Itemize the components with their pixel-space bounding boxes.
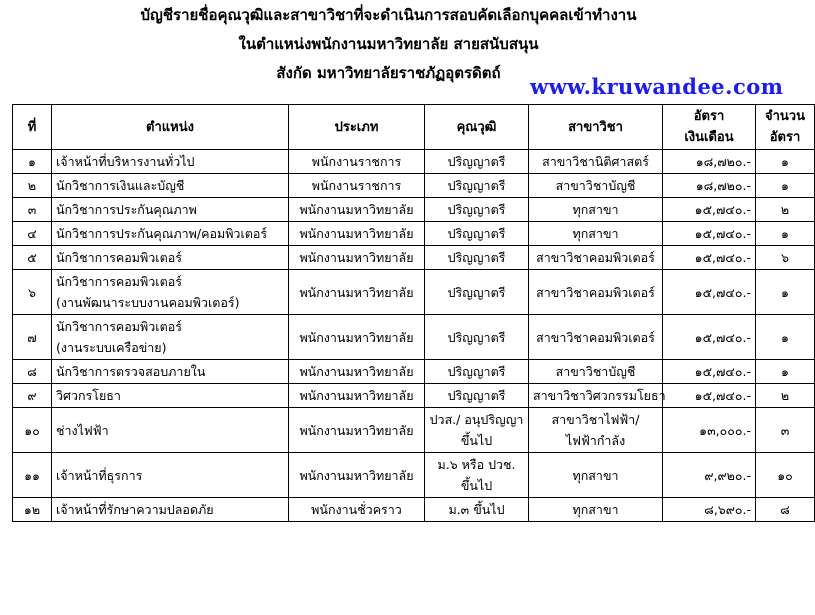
cell-qualification: ปริญญาตรี <box>425 246 529 270</box>
cell-qualification-line-1: ม.๖ หรือ ปวช. <box>437 457 516 472</box>
cell-qualification: ปริญญาตรี <box>425 174 529 198</box>
cell-position: นักวิชาการประกันคุณภาพ/คอมพิวเตอร์ <box>52 222 289 246</box>
cell-qualification: ปริญญาตรี <box>425 315 529 360</box>
cell-no: ๑ <box>13 150 52 174</box>
cell-salary: ๑๓,๐๐๐.- <box>663 408 756 453</box>
cell-count: ๖ <box>756 246 815 270</box>
cell-position-line-2: (งานระบบเครือข่าย) <box>56 340 167 355</box>
cell-major-line-1: สาขาวิชาไฟฟ้า/ <box>551 412 640 427</box>
cell-position: เจ้าหน้าที่ธุรการ <box>52 453 289 498</box>
cell-salary: ๑๕,๗๔๐.- <box>663 384 756 408</box>
cell-salary: ๑๕,๗๔๐.- <box>663 270 756 315</box>
cell-salary: ๑๘,๗๒๐.- <box>663 150 756 174</box>
header-salary-line-2: เงินเดือน <box>684 130 734 145</box>
cell-position-line-1: นักวิชาการคอมพิวเตอร์ <box>56 274 182 289</box>
cell-count: ๑๐ <box>756 453 815 498</box>
cell-no: ๕ <box>13 246 52 270</box>
cell-salary: ๙,๙๒๐.- <box>663 453 756 498</box>
cell-type: พนักงานมหาวิทยาลัย <box>289 408 425 453</box>
cell-major: สาขาวิชาบัญชี <box>529 360 663 384</box>
cell-qualification: ปริญญาตรี <box>425 360 529 384</box>
cell-type: พนักงานมหาวิทยาลัย <box>289 315 425 360</box>
doc-title-line-1: บัญชีรายชื่อคุณวุฒิและสาขาวิชาที่จะดำเนินการสอบคัดเลือกบุคคลเข้าทำงาน <box>140 6 637 24</box>
cell-count: ๓ <box>756 408 815 453</box>
header-type: ประเภท <box>289 105 425 150</box>
website-watermark: www.kruwandee.com <box>530 74 784 99</box>
cell-type: พนักงานมหาวิทยาลัย <box>289 198 425 222</box>
cell-qualification: ปริญญาตรี <box>425 270 529 315</box>
cell-type: พนักงานมหาวิทยาลัย <box>289 222 425 246</box>
table-row <box>13 150 815 174</box>
cell-salary: ๑๕,๗๔๐.- <box>663 222 756 246</box>
cell-major <box>529 408 663 453</box>
cell-major: สาขาวิชาวิศวกรรมโยธา <box>529 384 663 408</box>
cell-no: ๘ <box>13 360 52 384</box>
cell-count: ๑ <box>756 222 815 246</box>
doc-title-line-3: สังกัด มหาวิทยาลัยราชภัฏอุตรดิตถ์ <box>276 64 501 82</box>
cell-major: ทุกสาขา <box>529 222 663 246</box>
cell-count: ๑ <box>756 174 815 198</box>
cell-salary: ๑๕,๗๔๐.- <box>663 246 756 270</box>
doc-title-line-2: ในตำแหน่งพนักงานมหาวิทยาลัย สายสนับสนุน <box>238 35 539 53</box>
table-row <box>13 408 815 453</box>
cell-no: ๑๐ <box>13 408 52 453</box>
cell-type: พนักงานราชการ <box>289 174 425 198</box>
cell-type: พนักงานชั่วคราว <box>289 498 425 522</box>
table-row <box>13 270 815 315</box>
cell-major-line-2: ไฟฟ้ากำลัง <box>565 433 626 448</box>
cell-major: ทุกสาขา <box>529 453 663 498</box>
cell-count: ๒ <box>756 384 815 408</box>
cell-position <box>52 315 289 360</box>
cell-salary: ๑๕,๗๔๐.- <box>663 315 756 360</box>
cell-position-line-2: (งานพัฒนาระบบงานคอมพิวเตอร์) <box>56 295 240 310</box>
cell-count: ๑ <box>756 270 815 315</box>
cell-no: ๑๑ <box>13 453 52 498</box>
cell-major: สาขาวิชาคอมพิวเตอร์ <box>529 270 663 315</box>
header-count <box>756 105 815 150</box>
cell-major: ทุกสาขา <box>529 198 663 222</box>
cell-type: พนักงานราชการ <box>289 150 425 174</box>
header-qualification: คุณวุฒิ <box>425 105 529 150</box>
table-row <box>13 198 815 222</box>
cell-no: ๓ <box>13 198 52 222</box>
cell-position: ช่างไฟฟ้า <box>52 408 289 453</box>
cell-qualification: ปริญญาตรี <box>425 222 529 246</box>
cell-qualification: ม.๓ ขึ้นไป <box>425 498 529 522</box>
header-salary-line-1: อัตรา <box>693 109 725 124</box>
cell-no: ๒ <box>13 174 52 198</box>
header-position: ตำแหน่ง <box>52 105 289 150</box>
cell-salary: ๑๕,๗๔๐.- <box>663 198 756 222</box>
cell-position: เจ้าหน้าที่บริหารงานทั่วไป <box>52 150 289 174</box>
cell-qualification-line-2: ขึ้นไป <box>460 433 493 448</box>
cell-no: ๙ <box>13 384 52 408</box>
cell-position: นักวิชาการคอมพิวเตอร์ <box>52 246 289 270</box>
cell-no: ๔ <box>13 222 52 246</box>
cell-count: ๑ <box>756 315 815 360</box>
cell-qualification: ปริญญาตรี <box>425 384 529 408</box>
cell-type: พนักงานมหาวิทยาลัย <box>289 270 425 315</box>
cell-position: นักวิชาการประกันคุณภาพ <box>52 198 289 222</box>
cell-position-line-1: นักวิชาการคอมพิวเตอร์ <box>56 319 182 334</box>
table-row <box>13 222 815 246</box>
cell-major: สาขาวิชาคอมพิวเตอร์ <box>529 315 663 360</box>
cell-position: นักวิชาการตรวจสอบภายใน <box>52 360 289 384</box>
cell-qualification-line-1: ปวส./ อนุปริญญา <box>429 412 524 427</box>
cell-count: ๘ <box>756 498 815 522</box>
cell-position: วิศวกรโยธา <box>52 384 289 408</box>
cell-no: ๗ <box>13 315 52 360</box>
cell-type: พนักงานมหาวิทยาลัย <box>289 246 425 270</box>
cell-salary: ๑๘,๗๒๐.- <box>663 174 756 198</box>
header-no: ที่ <box>13 105 52 150</box>
table-row <box>13 315 815 360</box>
table-row <box>13 453 815 498</box>
cell-qualification-line-2: ขึ้นไป <box>460 478 493 493</box>
cell-position: นักวิชาการเงินและบัญชี <box>52 174 289 198</box>
cell-qualification: ปริญญาตรี <box>425 198 529 222</box>
cell-count: ๒ <box>756 198 815 222</box>
header-major: สาขาวิชา <box>529 105 663 150</box>
header-salary <box>663 105 756 150</box>
cell-no: ๑๒ <box>13 498 52 522</box>
cell-major: ทุกสาขา <box>529 498 663 522</box>
positions-table <box>12 104 815 522</box>
table-header-row <box>13 105 815 150</box>
cell-type: พนักงานมหาวิทยาลัย <box>289 384 425 408</box>
cell-qualification <box>425 453 529 498</box>
cell-type: พนักงานมหาวิทยาลัย <box>289 453 425 498</box>
header-count-line-1: จำนวน <box>765 109 805 124</box>
cell-position: เจ้าหน้าที่รักษาความปลอดภัย <box>52 498 289 522</box>
cell-no: ๖ <box>13 270 52 315</box>
cell-count: ๑ <box>756 150 815 174</box>
table-row <box>13 498 815 522</box>
table-row <box>13 246 815 270</box>
cell-qualification: ปริญญาตรี <box>425 150 529 174</box>
table-row <box>13 174 815 198</box>
cell-position <box>52 270 289 315</box>
cell-major: สาขาวิชาคอมพิวเตอร์ <box>529 246 663 270</box>
cell-count: ๑ <box>756 360 815 384</box>
cell-major: สาขาวิชานิติศาสตร์ <box>529 150 663 174</box>
cell-major: สาขาวิชาบัญชี <box>529 174 663 198</box>
cell-salary: ๘,๖๙๐.- <box>663 498 756 522</box>
cell-salary: ๑๕,๗๔๐.- <box>663 360 756 384</box>
table-row <box>13 360 815 384</box>
header-count-line-2: อัตรา <box>769 130 801 145</box>
cell-qualification <box>425 408 529 453</box>
cell-type: พนักงานมหาวิทยาลัย <box>289 360 425 384</box>
table-row <box>13 384 815 408</box>
